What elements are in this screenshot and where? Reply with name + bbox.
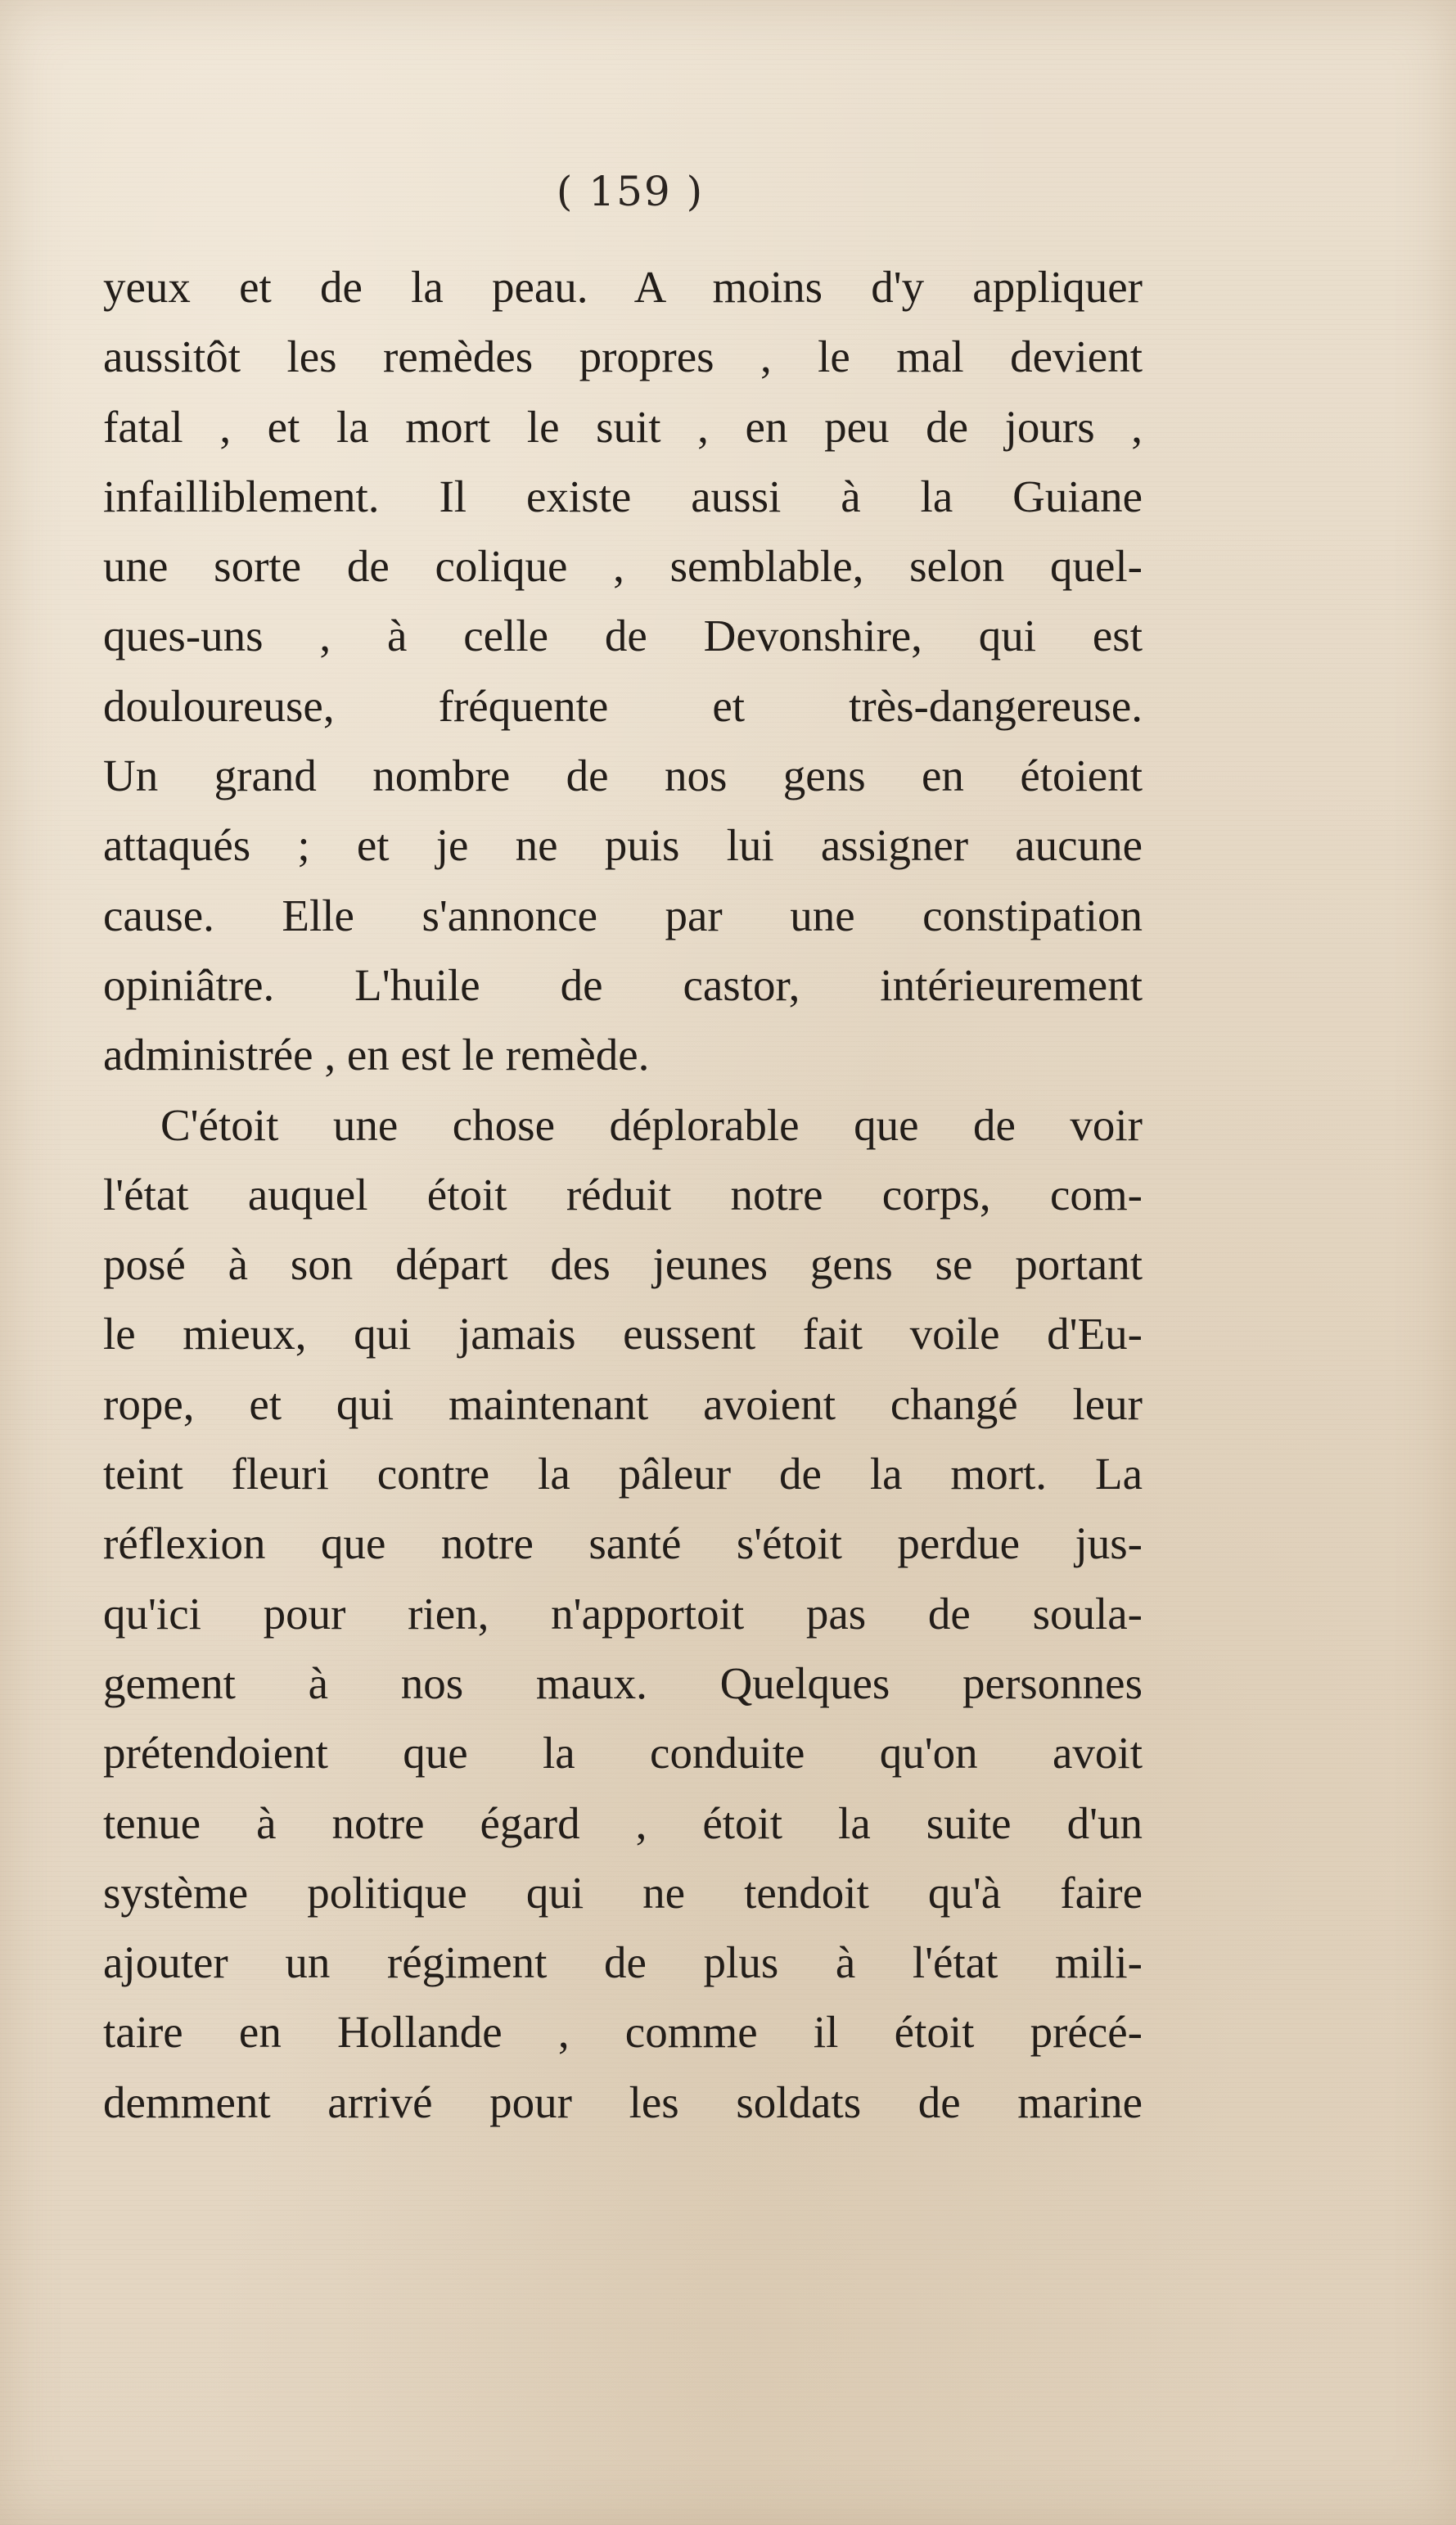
body-text	[103, 252, 1143, 2137]
text-line: demment arrivé pour les soldats de marine	[103, 2076, 1143, 2127]
text-line: fatal , et la mort le suit , en peu de jours ,	[103, 401, 1143, 452]
text-line: réflexion que notre santé s'étoit perdue jus-	[103, 1518, 1143, 1569]
text-line: ajouter un régiment de plus à l'état mili-	[103, 1937, 1143, 1988]
text-line: C'étoit une chose déplorable que de voir	[160, 1099, 1143, 1150]
text-line: taire en Hollande , comme il étoit précé-	[103, 2007, 1143, 2058]
text-line: qu'ici pour rien, n'apportoit pas de soula-	[103, 1588, 1143, 1639]
page-number: ( 159 )	[556, 168, 705, 215]
text-line: gement à nos maux. Quelques personnes	[103, 1657, 1143, 1708]
text-line: attaqués ; et je ne puis lui assigner aucune	[103, 820, 1143, 871]
text-line: rope, et qui maintenant avoient changé leur	[103, 1378, 1143, 1429]
text-line: administrée , en est le remède.	[103, 1030, 650, 1080]
text-line: teint fleuri contre la pâleur de la mort. La	[103, 1449, 1143, 1499]
text-line: infailliblement. Il existe aussi à la Guiane	[103, 471, 1143, 521]
text-line: l'état auquel étoit réduit notre corps, com-	[103, 1169, 1143, 1220]
paragraph-2	[103, 1090, 1143, 2137]
text-line: une sorte de colique , semblable, selon quel-	[103, 541, 1143, 592]
text-line: yeux et de la peau. A moins d'y appliquer	[103, 262, 1143, 312]
text-line: système politique qui ne tendoit qu'à faire	[103, 1867, 1143, 1918]
text-line: tenue à notre égard , étoit la suite d'un	[103, 1797, 1143, 1848]
text-line: aussitôt les remèdes propres , le mal devient	[103, 331, 1143, 382]
text-line: posé à son départ des jeunes gens se portant	[103, 1239, 1143, 1290]
text-line: ques-uns , à celle de Devonshire, qui est	[103, 611, 1143, 661]
text-line: opiniâtre. L'huile de castor, intérieurement	[103, 959, 1143, 1010]
text-line: le mieux, qui jamais eussent fait voile d'Eu-	[103, 1309, 1143, 1359]
paragraph-1	[103, 252, 1143, 1090]
text-line: prétendoient que la conduite qu'on avoit	[103, 1728, 1143, 1779]
text-line: Un grand nombre de nos gens en étoient	[103, 751, 1143, 801]
text-line: douloureuse, fréquente et très-dangereuse.	[103, 680, 1143, 731]
text-line: cause. Elle s'annonce par une constipation	[103, 890, 1143, 940]
